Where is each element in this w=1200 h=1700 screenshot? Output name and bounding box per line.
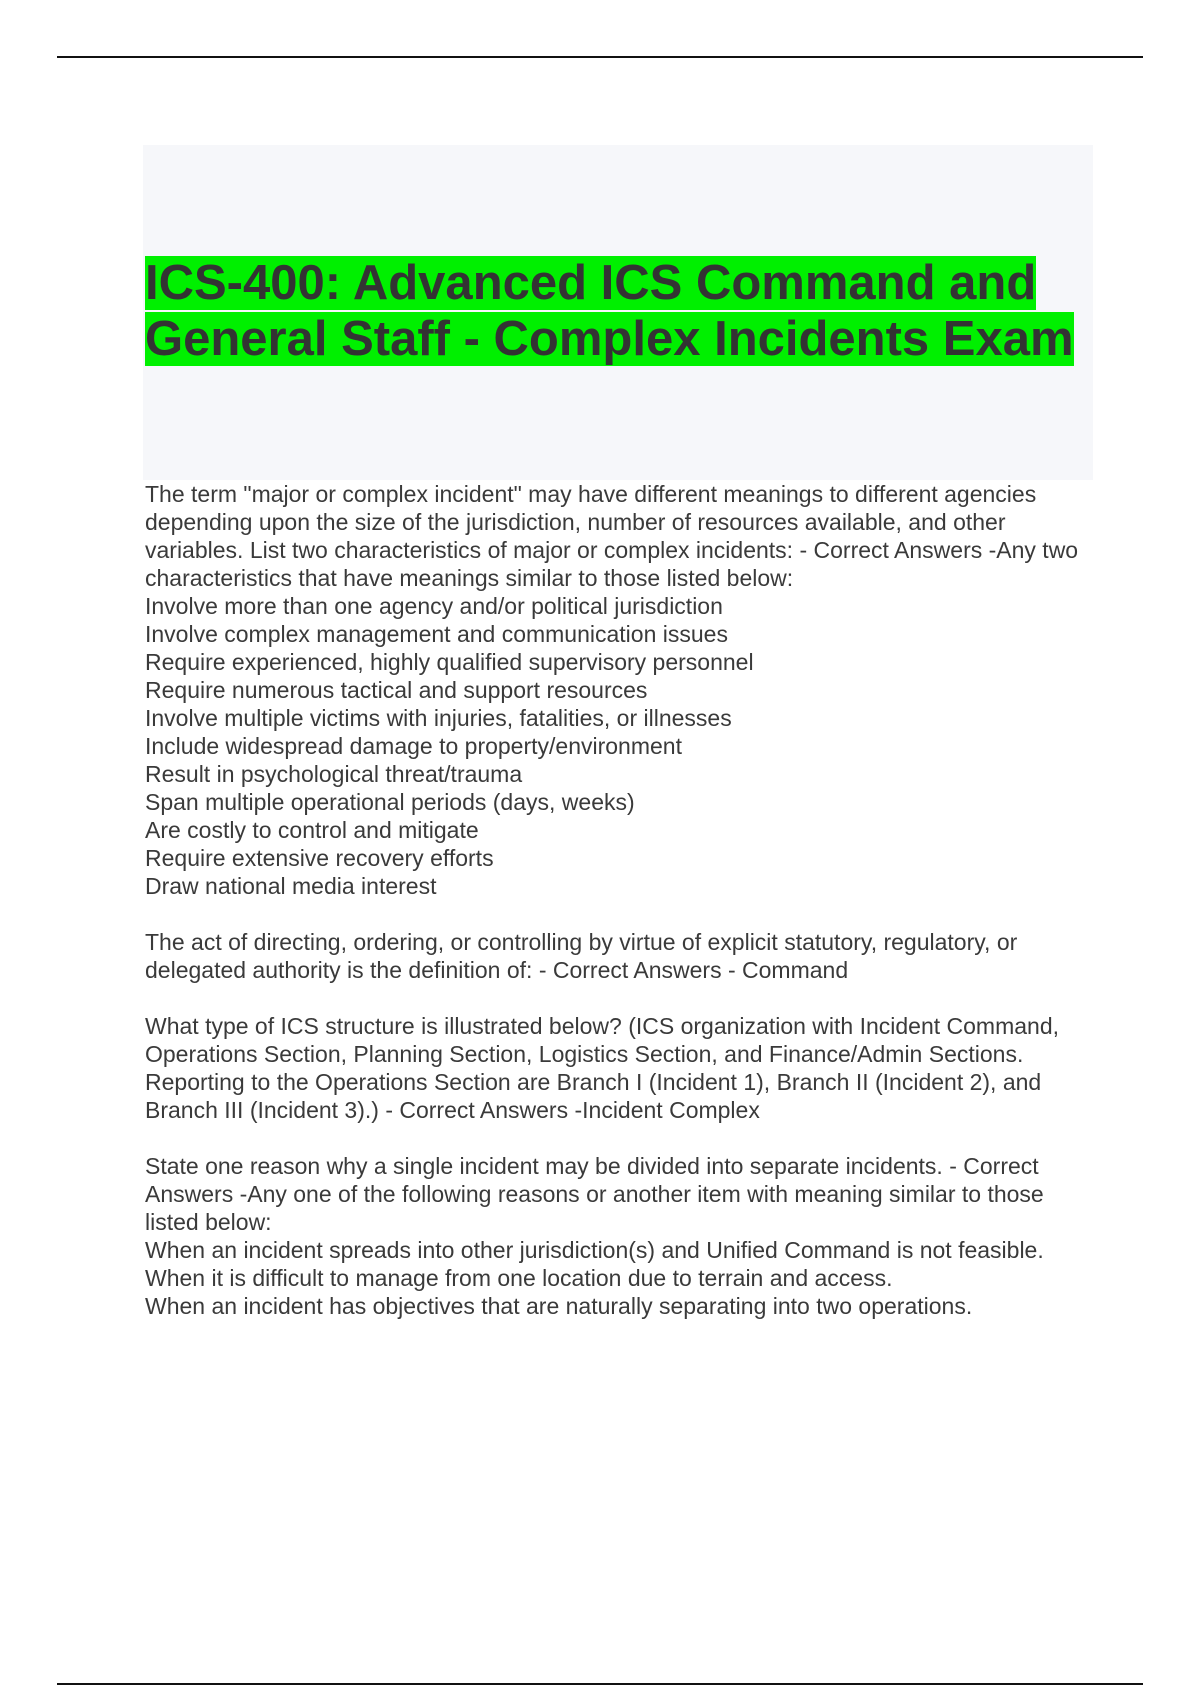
list-item: Include widespread damage to property/environment (145, 733, 682, 759)
qa-item-2 (145, 928, 1085, 984)
qa-item-3 (145, 1012, 1085, 1124)
title-line-1: ICS-400: Advanced ICS Command and (145, 256, 1037, 310)
question-text: What type of ICS structure is illustrated below? (ICS organization with Incident Command, Operations Section, Planning Section, Logistics Section, and Finance/Admin Sections. Reporting to the Operations Section are Branch I (Incident 1), Branch II (Incident 2), and Branch III (Incident 3).) - Correct Answers -Incident Complex (145, 1013, 1060, 1123)
title-line-2: General Staff - Complex Incidents Exam (145, 312, 1074, 366)
question-text: The act of directing, ordering, or controlling by virtue of explicit statutory, regulatory, or delegated authority is the definition of: - Correct Answers - Command (145, 929, 1018, 983)
list-item: Require experienced, highly qualified supervisory personnel (145, 649, 754, 675)
question-text: The term "major or complex incident" may have different meanings to different agencies depending upon the size of the jurisdiction, number of resources available, and other variables. List two characteristics of major or complex incidents: - Correct Answers -Any two characteristics that have meanings similar to those listed below: (145, 481, 1079, 591)
list-item: Span multiple operational periods (days, weeks) (145, 789, 635, 815)
list-item: When an incident has objectives that are naturally separating into two operations. (145, 1293, 973, 1319)
list-item: Result in psychological threat/trauma (145, 761, 523, 787)
list-item: When it is difficult to manage from one location due to terrain and access. (145, 1265, 893, 1291)
question-text: State one reason why a single incident may be divided into separate incidents. - Correct Answers -Any one of the following reasons or another item with meaning similar to those listed below: (145, 1153, 1044, 1235)
qa-item-4 (145, 1152, 1085, 1320)
list-item: Draw national media interest (145, 873, 437, 899)
list-item: Require numerous tactical and support resources (145, 677, 648, 703)
qa-item-1 (145, 480, 1085, 900)
document-title (145, 255, 1105, 367)
list-item: Involve more than one agency and/or political jurisdiction (145, 593, 723, 619)
answer-list (145, 592, 1085, 900)
top-rule (57, 56, 1143, 58)
answer-list (145, 1236, 1085, 1320)
list-item: Are costly to control and mitigate (145, 817, 479, 843)
list-item: Require extensive recovery efforts (145, 845, 494, 871)
bottom-rule (57, 1683, 1143, 1685)
document-body (145, 480, 1085, 1348)
list-item: When an incident spreads into other jurisdiction(s) and Unified Command is not feasible. (145, 1237, 1044, 1263)
list-item: Involve complex management and communication issues (145, 621, 728, 647)
list-item: Involve multiple victims with injuries, fatalities, or illnesses (145, 705, 732, 731)
